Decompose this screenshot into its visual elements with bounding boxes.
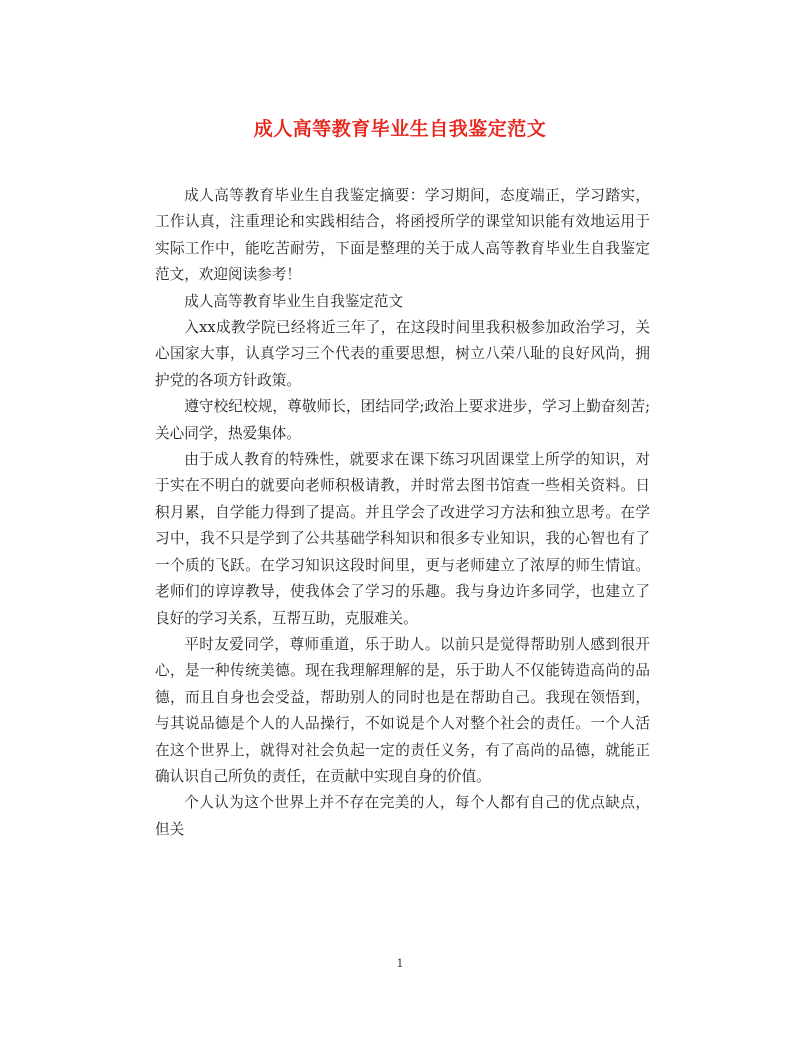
paragraph-study: 由于成人教育的特殊性，就要求在课下练习巩固课堂上所学的知识，对于实在不明白的就要向老师积极请教，并时常去图书馆查一些相关资料。日积月累，自学能力得到了提高。并且学会了改进学习方法和独立思考。在学习中，我不只是学到了公共基础学科知识和很多专业知识，我的心智也有了一个质的飞跃。在学习知识这段时间里，更与老师建立了浓厚的师生情谊。老师们的谆谆教导，使我体会了学习的乐趣。我与身边许多同学，也建立了良好的学习关系，互帮互助，克服难关。 — [155, 451, 650, 627]
paragraph-helping: 平时友爱同学，尊师重道，乐于助人。以前只是觉得帮助别人感到很开心，是一种传统美德。现在我理解理解的是，乐于助人不仅能铸造高尚的品德，而且自身也会受益，帮助别人的同时也是在帮助自己。我现在领悟到，与其说品德是个人的人品操行，不如说是个人对整个社会的责任。一个人活在这个世界上，就得对社会负起一定的责任义务，有了高尚的品德，就能正确认识自己所负的责任，在贡献中实现自身的价值。 — [155, 635, 650, 785]
paragraph-self-view: 个人认为这个世界上并不存在完美的人，每个人都有自己的优点缺点，但关 — [155, 794, 650, 838]
paragraph-subtitle: 成人高等教育毕业生自我鉴定范文 — [184, 292, 404, 310]
paragraph-politics: 入xx成教学院已经将近三年了，在这段时间里我积极参加政治学习，关心国家大事，认真学习三个代表的重要思想，树立八荣八耻的良好风尚，拥护党的各项方针政策。 — [155, 319, 650, 389]
page-number: 1 — [396, 957, 404, 970]
paragraph-abstract: 成人高等教育毕业生自我鉴定摘要：学习期间，态度端正，学习踏实，工作认真，注重理论和实践相结合，将函授所学的课堂知识能有效地运用于实际工作中，能吃苦耐劳，下面是整理的关于成人高等教育毕业生自我鉴定范文，欢迎阅读参考！ — [155, 187, 650, 284]
document-title: 成人高等教育毕业生自我鉴定范文 — [253, 118, 547, 140]
document-body — [155, 183, 650, 843]
paragraph-discipline: 遵守校纪校规，尊敬师长，团结同学;政治上要求进步，学习上勤奋刻苦;关心同学，热爱集体。 — [155, 398, 650, 442]
